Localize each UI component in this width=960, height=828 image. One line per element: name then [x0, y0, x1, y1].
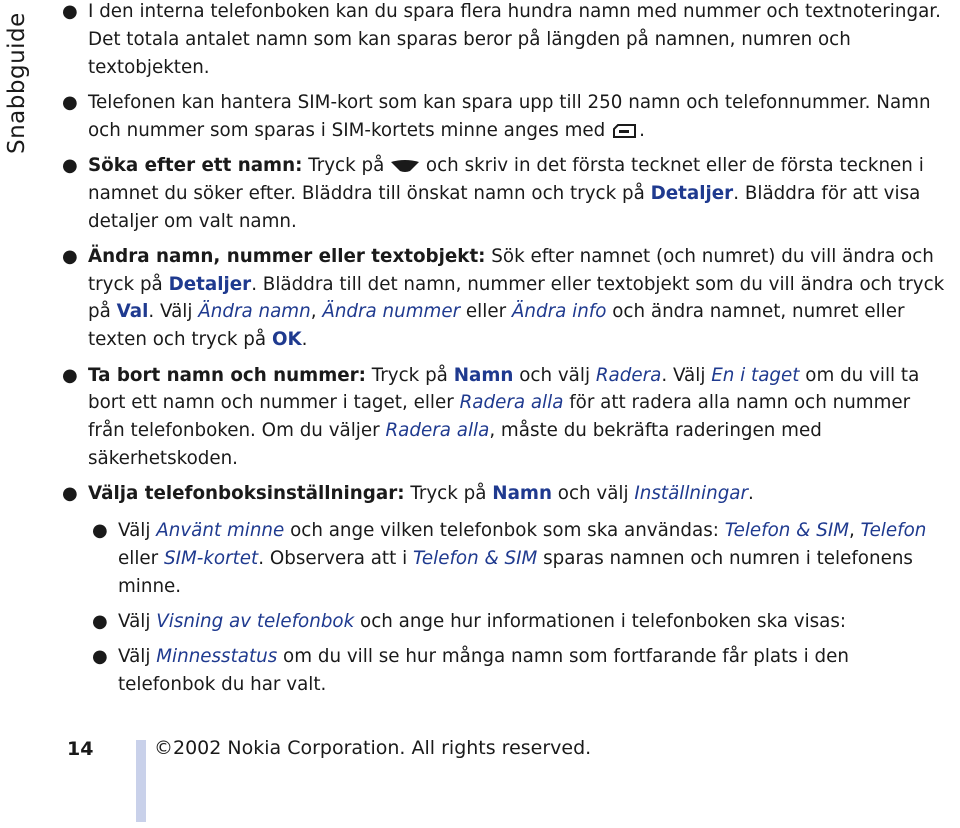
list-item	[60, 362, 952, 473]
item-heading: Ändra namn, nummer eller textobjekt:	[88, 245, 486, 267]
page-number: 14	[67, 738, 94, 760]
menu-option: Telefon & SIM	[724, 520, 850, 542]
softkey-label: Detaljer	[650, 182, 734, 204]
list-item	[60, 89, 952, 145]
menu-option: Telefon & SIM	[412, 547, 538, 569]
item-text: . Välj	[661, 364, 712, 386]
list-item	[60, 0, 952, 81]
item-text: eller	[118, 547, 164, 569]
item-heading: Söka efter ett namn:	[88, 154, 303, 176]
sub-list-item	[90, 643, 952, 699]
list-item	[60, 480, 952, 508]
copyright-notice: ©2002 Nokia Corporation. All rights reserved.	[154, 737, 592, 759]
page-content	[60, 0, 952, 706]
list-item	[60, 152, 952, 235]
sim-card-icon	[611, 123, 639, 139]
bullet-icon: ●	[92, 610, 108, 632]
item-text: och välj	[551, 483, 635, 505]
item-text: I den interna telefonboken kan du spara flera hundra namn med nummer och textnoteringar. Det totala antalet namn som kan sparas beror på längden på namnen, numren och textobjekten.	[88, 1, 941, 78]
bullet-icon: ●	[92, 520, 108, 542]
item-text: . Bläddra till det namn, nummer eller textobjekt som du vill ändra och tryck på	[88, 273, 945, 323]
item-text: . Välj	[148, 301, 199, 323]
sub-list-item	[90, 517, 952, 600]
item-text: för att radera alla namn och nummer från telefonboken. Om du väljer	[88, 392, 911, 442]
item-text: om du vill ta bort ett namn och nummer i taget, eller	[88, 364, 920, 414]
item-text: ,	[310, 301, 323, 323]
item-text: Tryck på	[302, 154, 385, 176]
bullet-icon: ●	[62, 483, 78, 505]
item-text: Välj	[118, 520, 157, 542]
list-item	[60, 243, 952, 354]
footer-bar	[136, 740, 146, 822]
item-text: och välj	[513, 364, 596, 386]
menu-option: Radera alla	[385, 420, 490, 442]
item-text: Tryck på	[366, 364, 454, 386]
bullet-icon: ●	[62, 364, 78, 386]
menu-option: Ändra namn	[198, 301, 311, 323]
item-text: och ange hur informationen i telefonboken ska visas:	[354, 610, 847, 632]
menu-option: Radera alla	[459, 392, 564, 414]
item-text: . Observera att i	[258, 547, 413, 569]
menu-option: SIM-kortet	[163, 547, 259, 569]
section-title: Snabbguide	[4, 12, 30, 154]
item-text: Tryck på	[404, 483, 493, 505]
menu-option: Telefon	[860, 520, 927, 542]
bullet-icon: ●	[62, 1, 78, 22]
item-text: och ange vilken telefonbok som ska användas:	[284, 520, 725, 542]
menu-option: Radera	[595, 364, 662, 386]
item-text: och ändra namnet, numret eller texten och tryck på	[88, 301, 905, 351]
item-text: Välj	[118, 610, 157, 632]
softkey-label: Val	[116, 301, 149, 323]
item-text: Välj	[118, 646, 157, 668]
bullet-icon: ●	[62, 91, 78, 113]
item-text: .	[748, 483, 754, 505]
item-text: Telefonen kan hantera SIM-kort som kan spara upp till 250 namn och telefonnummer. Namn och nummer som sparas i SIM-kortets minne anges med	[88, 91, 931, 141]
item-text: och skriv in det första tecknet eller de första tecknen i namnet du söker efter. Bläddra till önskat namn och tryck på	[88, 154, 924, 204]
item-text: eller	[460, 301, 512, 323]
item-text: , måste du bekräfta raderingen med säkerhetskoden.	[88, 420, 822, 469]
softkey-label: Detaljer	[168, 273, 252, 295]
item-text: sparas namnen och numren i telefonens minne.	[118, 547, 913, 597]
softkey-label: Namn	[453, 364, 514, 386]
bullet-icon: ●	[62, 154, 78, 176]
menu-option: Ändra nummer	[322, 301, 461, 323]
bullet-icon: ●	[92, 646, 108, 668]
item-heading: Välja telefonboksinställningar:	[88, 483, 405, 505]
scroll-down-key-icon	[390, 159, 420, 173]
item-text: .	[301, 329, 308, 351]
menu-option: Minnesstatus	[156, 646, 278, 668]
menu-option: En i taget	[711, 364, 800, 386]
menu-option: Visning av telefonbok	[156, 610, 355, 632]
sub-list-item	[90, 608, 952, 636]
bullet-icon: ●	[62, 245, 78, 267]
item-text: om du vill se hur många namn som fortfarande får plats i den telefonbok du har valt.	[118, 646, 849, 696]
menu-option: Ändra info	[511, 301, 607, 323]
item-heading: Ta bort namn och nummer:	[88, 364, 366, 386]
item-text: Sök efter namnet (och numret) du vill ändra och tryck på	[88, 245, 934, 295]
item-text: . Bläddra för att visa detaljer om valt namn.	[88, 182, 921, 232]
item-text: ,	[849, 520, 861, 542]
softkey-label: OK	[271, 329, 302, 351]
item-text: .	[639, 119, 645, 141]
softkey-label: Namn	[492, 483, 552, 505]
menu-option: Inställningar	[634, 483, 749, 505]
menu-option: Använt minne	[156, 520, 285, 542]
